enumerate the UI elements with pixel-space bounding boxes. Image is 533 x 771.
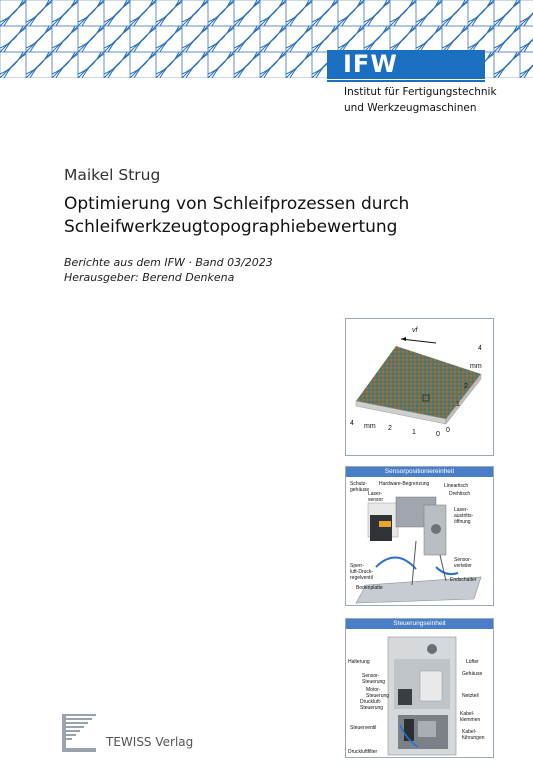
y-tick: 2 [464,383,468,390]
institute-line-1: Institut für Fertigungstechnik [344,86,497,98]
label-schutzgehaeuse: Schutz- gehäuse [350,481,370,493]
pattern-tile [338,26,364,52]
label-halterung: Halterung [348,659,370,665]
control-unit-title: Steuerungseinheit [346,619,493,629]
label-kabelfuehrungen: Kabel- führungen [462,729,485,741]
pattern-tile [104,26,130,52]
logo-divider [327,80,485,82]
pattern-tile [156,26,182,52]
label-luefter: Lüfter [466,659,479,665]
x-tick: 0 [436,431,440,438]
pattern-tile [468,26,494,52]
label-endschalter: Endschalter [450,577,477,583]
series-info [64,255,273,285]
topography-plot [346,319,494,456]
pattern-tile [494,52,520,78]
pattern-tile [416,26,442,52]
y-unit: mm [470,363,482,370]
label-bodenplatte: Bodenplatte [356,585,383,591]
label-steuerventil: Steuerventil [350,725,377,731]
pattern-tile [130,52,156,78]
sensor-unit-title: Sensorpositioniereinheit [346,467,493,477]
pattern-tile [260,26,286,52]
pattern-tile [520,52,533,78]
label-druckluftfilter: Druckluftfilter [348,749,378,755]
y-tick: 4 [478,345,482,352]
pattern-tile [182,52,208,78]
pattern-tile [364,0,390,26]
title-line-2: Schleifwerkzeugtopographiebewertung [64,217,398,237]
pattern-tile [130,26,156,52]
pattern-tile [390,0,416,26]
pattern-tile [182,26,208,52]
pattern-tile [286,0,312,26]
pattern-tile [468,0,494,26]
publisher-name: TEWISS Verlag [106,735,194,749]
author: Maikel Strug [64,166,161,184]
y-tick: 0 [446,427,450,434]
feed-label: vf [412,327,418,334]
pattern-tile [494,0,520,26]
pattern-tile [234,52,260,78]
pattern-tile [390,26,416,52]
tewiss-logo-icon [62,714,96,752]
label-sensorverteiler: Sensor- verteiler [454,557,472,569]
title-line-1: Optimierung von Schleifprozessen durch [64,194,410,214]
label-motor-steuerung: Motor- Steuerung [366,687,390,699]
pattern-tile [208,52,234,78]
label-lasersensor: Laser- sensor [368,491,384,503]
pattern-tile [260,52,286,78]
pattern-tile [0,52,26,78]
pattern-tile [234,0,260,26]
pattern-tile [26,0,52,26]
pattern-tile [286,26,312,52]
label-hardware-begrenzung: Hardware-Begrenzung [379,481,430,487]
pattern-tile [286,52,312,78]
institute-name [344,84,497,116]
label-kabelklemmen: Kabel- klemmen [460,711,481,723]
pattern-tile [520,26,533,52]
pattern-tile [364,26,390,52]
pattern-tile [442,0,468,26]
pattern-tile [104,0,130,26]
feed-arrow [401,339,436,343]
label-sensor-steuerung: Sensor- Steuerung [362,673,386,685]
pattern-tile [208,26,234,52]
pattern-tile [78,0,104,26]
sensor-unit-figure [345,466,494,606]
pattern-tile [104,52,130,78]
pattern-tile [26,52,52,78]
pattern-tile [78,52,104,78]
ifw-logo: IFW [343,50,398,78]
pattern-tile [52,0,78,26]
pattern-tile [234,26,260,52]
pattern-tile [208,0,234,26]
pattern-tile [78,26,104,52]
pattern-tile [494,26,520,52]
book-title [64,193,409,239]
pattern-tile [130,0,156,26]
x-tick: 2 [388,425,392,432]
y-tick: 1 [456,401,460,408]
pattern-tile [182,0,208,26]
pattern-tile [520,0,533,26]
pattern-tile [52,26,78,52]
x-tick: 1 [412,429,416,436]
label-drehtisch: Drehtisch [449,491,471,497]
pattern-tile [156,52,182,78]
pattern-tile [52,52,78,78]
label-sperrluft: Sperr- luft-Druck- regelventil [350,563,374,581]
x-tick: 4 [350,420,354,427]
pattern-tile [260,0,286,26]
series-line-1: Berichte aus dem IFW · Band 03/2023 [64,256,273,269]
label-druckluft-steuerung: Druckluft- Steuerung [360,699,384,711]
pattern-tile [156,0,182,26]
series-line-2: Herausgeber: Berend Denkena [64,271,235,284]
pattern-tile [442,26,468,52]
label-lineartisch: Lineartisch [444,483,469,489]
pattern-tile [416,0,442,26]
pattern-tile [312,26,338,52]
pattern-tile [312,0,338,26]
pattern-tile [0,0,26,26]
pattern-tile [0,26,26,52]
control-unit-figure [345,618,494,758]
label-netzteil: Netzteil [462,693,479,699]
x-unit: mm [364,423,376,430]
pattern-tile [338,0,364,26]
pattern-tile [26,26,52,52]
label-gehaeuse: Gehäuse [462,671,483,677]
label-laseraustritt: Laser- austritts- öffnung [454,507,474,525]
topography-figure [345,318,494,456]
institute-line-2: und Werkzeugmaschinen [344,102,477,114]
